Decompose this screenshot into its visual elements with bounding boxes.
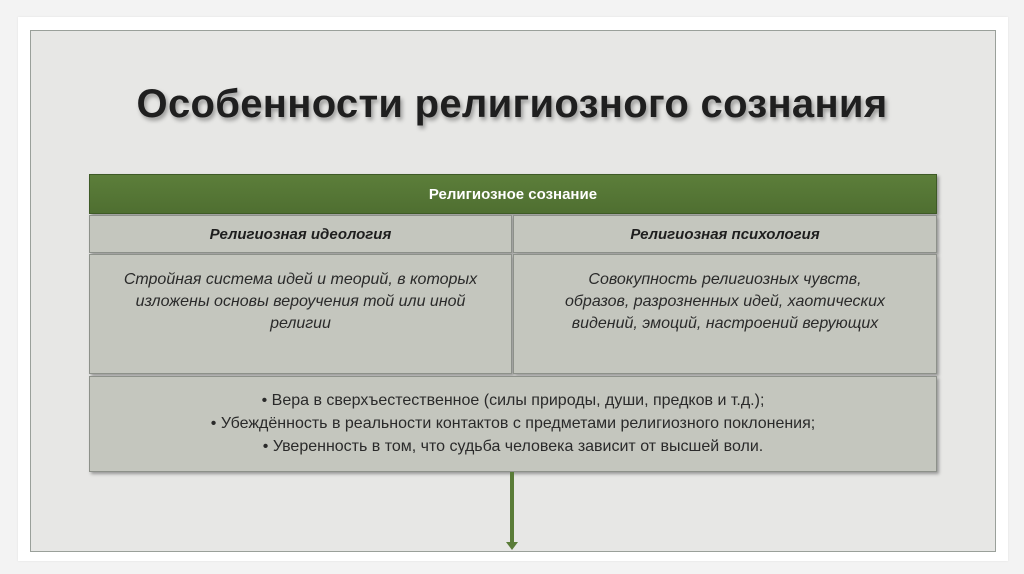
down-arrow-shaft bbox=[510, 472, 514, 544]
column-heading-psychology bbox=[513, 215, 937, 253]
column-heading-ideology bbox=[89, 215, 512, 253]
list-item: • Уверенность в том, что судьба человека зависит от высшей воли. bbox=[90, 435, 936, 458]
list-item: • Вера в сверхъестественное (силы природы, души, предков и т.д.); bbox=[90, 389, 936, 412]
column-heading-label: Религиозная психология bbox=[630, 225, 820, 243]
list-item: • Убеждённость в реальности контактов с предметами религиозного поклонения; bbox=[90, 412, 936, 435]
psychology-text: Совокупность религиозных чувств, образов, разрозненных идей, хаотических видений, эмоций, настроений верующих bbox=[565, 271, 885, 332]
column-heading-label: Религиозная идеология bbox=[209, 225, 392, 243]
ideology-description bbox=[89, 254, 512, 374]
psychology-description bbox=[513, 254, 937, 374]
ideology-text: Стройная система идей и теорий, в которых изложены основы вероучения той или иной религии bbox=[123, 271, 478, 332]
features-list bbox=[89, 376, 937, 472]
slide-title: Особенности религиозного сознания bbox=[136, 82, 888, 126]
down-arrow-icon bbox=[506, 542, 518, 550]
table-header-label: Религиозное сознание bbox=[428, 185, 598, 203]
table-header bbox=[89, 174, 937, 214]
